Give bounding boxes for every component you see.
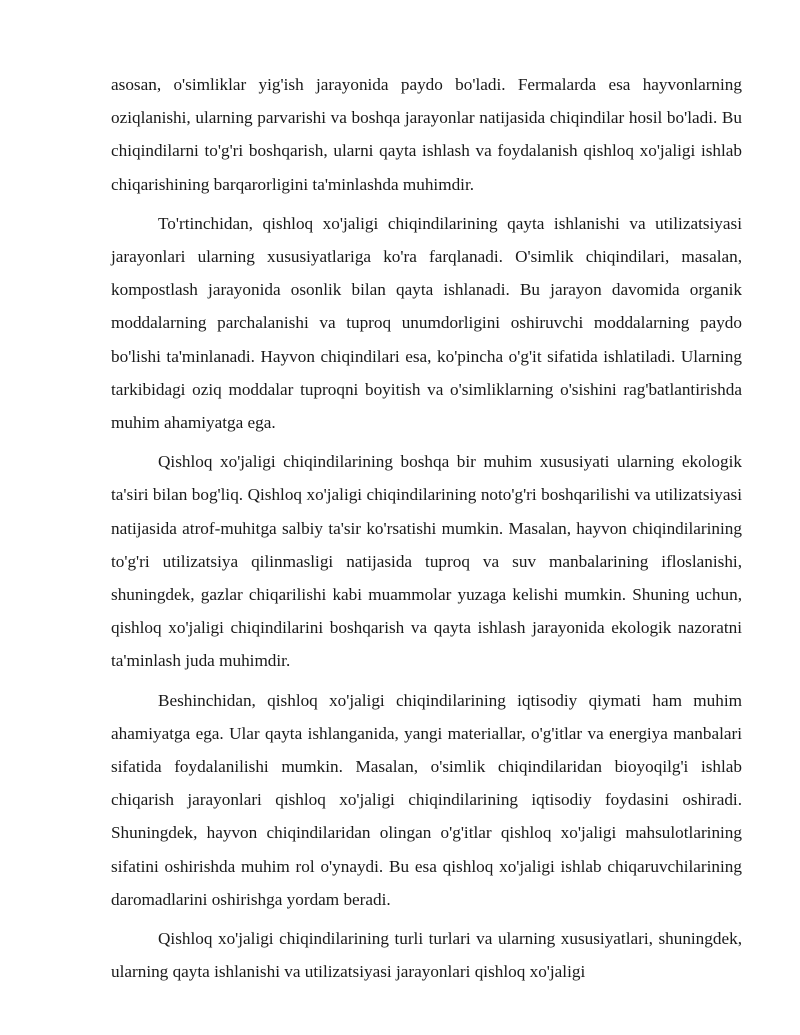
paragraph-conclusion-start: Qishloq xo'jaligi chiqindilarining turli turlari va ularning xususiyatlari, shuningdek, ularning qayta ishlanishi va utilizatsiyasi jarayonlari qishloq xo'jaligi xyxy=(111,929,742,982)
paragraph-ecological-impact: Qishloq xo'jaligi chiqindilarining boshqa bir muhim xususiyati ularning ekologik ta'siri bilan bog'liq. Qishloq xo'jaligi chiqindilarining noto'g'ri boshqarilishi va utilizatsiyasi natijasida atrof-muhitga salbiy ta'sir ko'rsatishi mumkin. Masalan, hayvon chiqindilarining to'g'ri utilizatsiya qilinmasligi natijasida tuproq va suv manbalarining ifloslanishi, shuningdek, gazlar chiqarilishi kabi muammolar yuzaga kelishi mumkin. Shuning uchun, qishloq xo'jaligi chiqindilarini boshqarish va qayta ishlash jarayonida ekologik nazoratni ta'minlash juda muhimdir. xyxy=(111,452,742,671)
paragraph-continuation: asosan, o'simliklar yig'ish jarayonida paydo bo'ladi. Fermalarda esa hayvonlarning oziqlanishi, ularning parvarishi va boshqa jarayonlar natijasida chiqindilar hosil bo'ladi. Bu chiqindilarni to'g'ri boshqarish, ularni qayta ishlash va foydalanish qishloq xo'jaligi ishlab chiqarishining barqarorligini ta'minlashda muhimdir. xyxy=(111,75,742,194)
paragraph-fourth-point: To'rtinchidan, qishloq xo'jaligi chiqindilarining qayta ishlanishi va utilizatsiyasi jarayonlari ularning xususiyatlariga ko'ra farqlanadi. O'simlik chiqindilari, masalan, kompostlash jarayonida osonlik bilan qayta ishlanadi. Bu jarayon davomida organik moddalarning parchalanishi va tuproq unumdorligini oshiruvchi moddalarning paydo bo'lishi ta'minlanadi. Hayvon chiqindilari esa, ko'pincha o'g'it sifatida ishlatiladi. Ularning tarkibidagi oziq moddalar tuproqni boyitish va o'simliklarning o'sishini rag'batlantirishda muhim ahamiyatga ega. xyxy=(111,213,742,433)
paragraph-fifth-point: Beshinchidan, qishloq xo'jaligi chiqindilarining iqtisodiy qiymati ham muhim ahamiyatga ega. Ular qayta ishlanganida, yangi materiallar, o'g'itlar va energiya manbalari sifatida foydalanilishi mumkin. Masalan, o'simlik chiqindilaridan bioyoqilg'i ishlab chiqarish jarayonlari qishloq xo'jaligi chiqindilarining iqtisodiy foydasini oshiradi. Shuningdek, hayvon chiqindilaridan olingan o'g'itlar qishloq xo'jaligi mahsulotlarining sifatini oshirishda muhim rol o'ynaydi. Bu esa qishloq xo'jaligi ishlab chiqaruvchilarining daromadlarini oshirishga yordam beradi. xyxy=(111,690,742,909)
document-page xyxy=(111,68,742,994)
